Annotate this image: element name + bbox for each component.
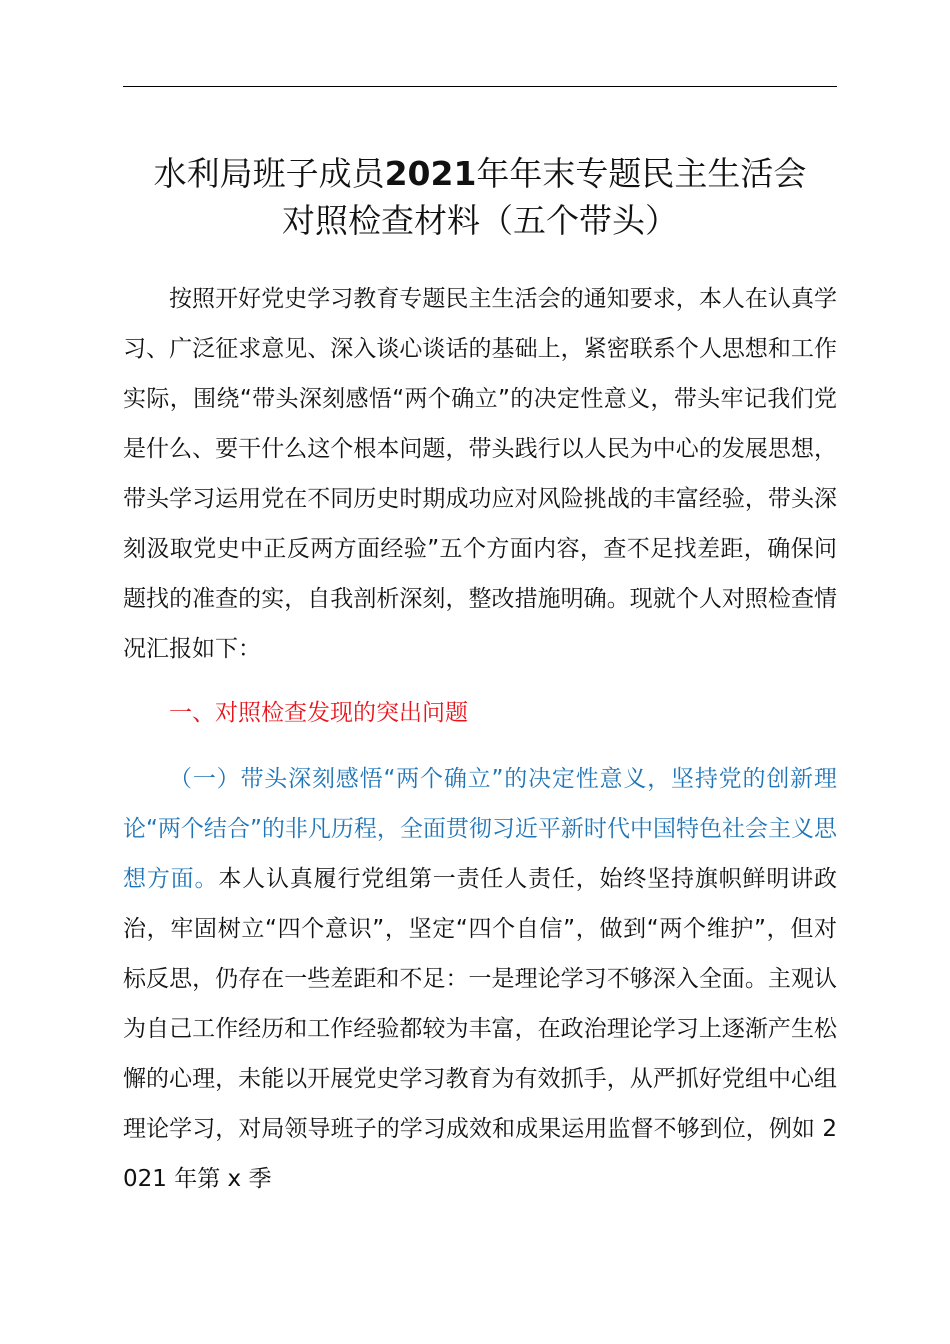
title-year: 2021 [384, 154, 477, 193]
subsection-heading: （一）带头深刻感悟“两个确立”的决定性意义，坚持党的创新理论“两个结合”的非凡历程，全面贯彻习近平新时代中国特色社会主义思想方面。 [123, 766, 837, 892]
section-heading: 一、对照检查发现的突出问题 [169, 700, 468, 726]
title-prefix: 水利局班子成员 [153, 154, 385, 193]
title-line-1 [123, 150, 837, 197]
intro-paragraph: 按照开好党史学习教育专题民主生活会的通知要求，本人在认真学习、广泛征求意见、深入谈心谈话的基础上，紧密联系个人思想和工作实际，围绕“带头深刻感悟“两个确立”的决定性意义，带头牢记我们党是什么、要干什么这个根本问题，带头践行以人民为中心的发展思想，带头学习运用党在不同历史时期成功应对风险挑战的丰富经验，带头深刻汲取党史中正反两方面经验”五个方面内容，查不足找差距，确保问题找的准查的实，自我剖析深刻，整改措施明确。现就个人对照检查情况汇报如下： [123, 286, 837, 662]
title-suffix: 年年末专题民主生活会 [476, 154, 807, 193]
document-title [123, 150, 837, 244]
subsection-body: 本人认真履行党组第一责任人责任，始终坚持旗帜鲜明讲政治，牢固树立“四个意识”，坚定“四个自信”，做到“两个维护”，但对标反思，仍存在一些差距和不足：一是理论学习不够深入全面。主观认为自己工作经历和工作经验都较为丰富，在政治理论学习上逐渐产生松懈的心理，未能以开展党史学习教育为有效抓手，从严抓好党组中心组理论学习，对局领导班子的学习成效和成果运用监督不够到位，例如 2021 年第 x 季 [123, 866, 838, 1192]
subsection-paragraph [123, 754, 837, 1204]
header-rule [123, 86, 837, 87]
title-line-2: 对照检查材料（五个带头） [282, 201, 678, 240]
